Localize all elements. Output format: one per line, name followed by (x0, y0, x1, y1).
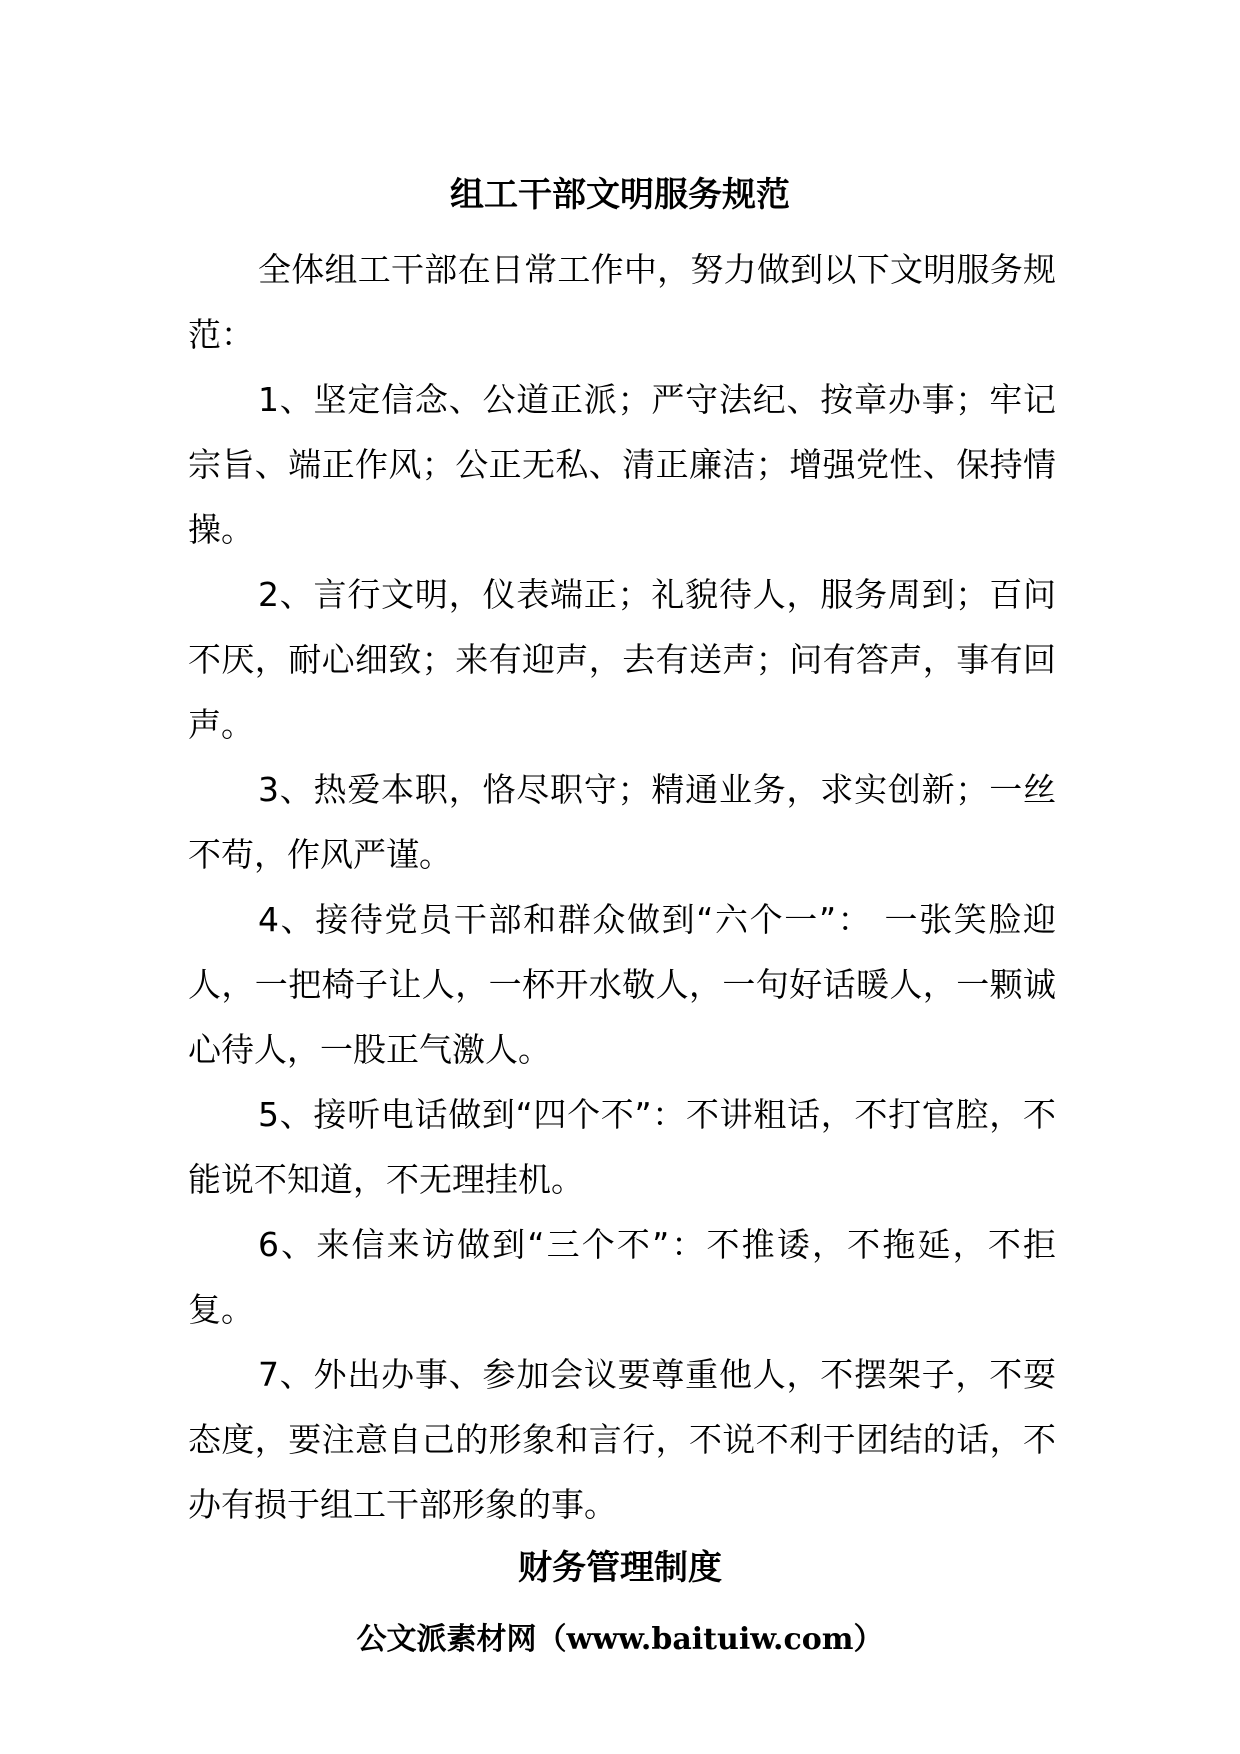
rule-paragraph-3: 3、热爱本职，恪尽职守；精通业务，求实创新；一丝不苟，作风严谨。 (188, 770, 1056, 874)
document-body (188, 237, 1056, 1537)
next-section-title: 财务管理制度 (518, 1548, 722, 1588)
rule-paragraph-5: 5、接听电话做到“四个不”：不讲粗话，不打官腔，不能说不知道，不无理挂机。 (188, 1095, 1056, 1199)
footer-watermark: 公文派素材网（www.baituiw.com） (356, 1622, 884, 1657)
rule-paragraph-2: 2、言行文明，仪表端正；礼貌待人，服务周到；百问不厌，耐心细致；来有迎声，去有送声；问有答声，事有回声。 (188, 575, 1056, 744)
rule-paragraph-4: 4、接待党员干部和群众做到“六个一”： 一张笑脸迎人，一把椅子让人，一杯开水敬人，一句好话暖人，一颗诚心待人，一股正气激人。 (188, 900, 1056, 1069)
rule-paragraph-6: 6、来信来访做到“三个不”：不推诿，不拖延，不拒复。 (188, 1225, 1056, 1329)
rule-paragraph-7: 7、外出办事、参加会议要尊重他人，不摆架子，不耍态度，要注意自己的形象和言行，不说不利于团结的话，不办有损于组工干部形象的事。 (188, 1355, 1056, 1524)
rule-paragraph-1: 1、坚定信念、公道正派；严守法纪、按章办事；牢记宗旨、端正作风；公正无私、清正廉洁；增强党性、保持情操。 (188, 380, 1056, 549)
document-title: 组工干部文明服务规范 (450, 175, 790, 215)
intro-paragraph: 全体组工干部在日常工作中，努力做到以下文明服务规范： (188, 250, 1056, 354)
